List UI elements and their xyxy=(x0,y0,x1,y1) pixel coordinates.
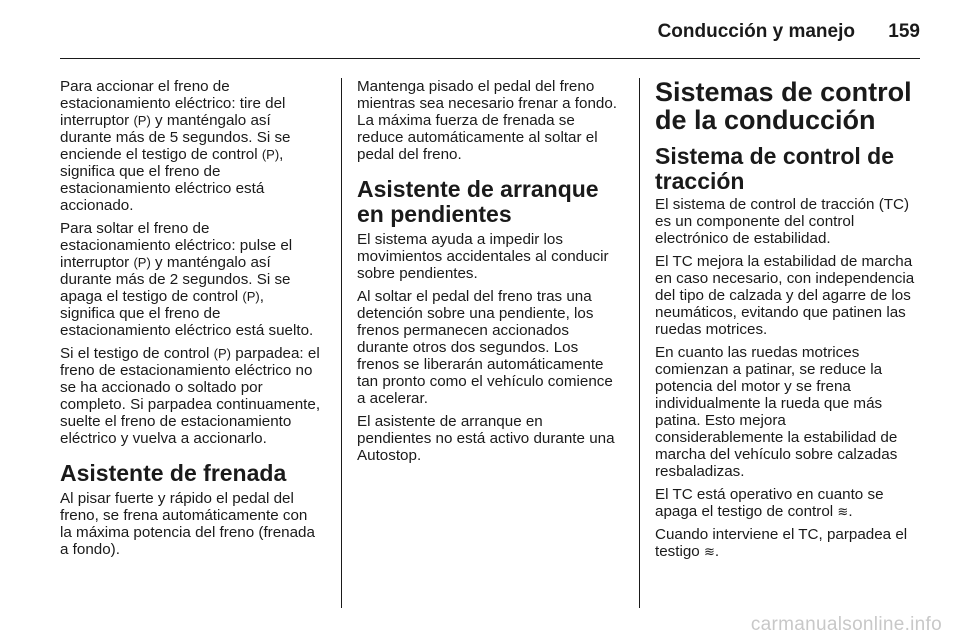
paragraph: Al pisar fuerte y rápido el pedal del freno, se frena automáticamente con la máxima potencia del freno (frenada a fondo). xyxy=(60,490,315,558)
traction-control-icon: ≋ xyxy=(837,504,849,519)
chapter-section-heading: Sistemas de control de la conducción xyxy=(655,77,912,135)
column-divider-2 xyxy=(639,78,640,608)
parking-brake-icon: (P) xyxy=(133,113,151,128)
section-heading: Asistente de frenada xyxy=(60,460,287,486)
watermark: carmanualsonline.info xyxy=(750,614,942,635)
paragraph: En cuanto las ruedas motrices comienzan a patinar, se reduce la potencia del motor y se frena individualmente la rueda que más patina. Esto mejora considerablemente la estabilidad de marcha del vehículo sobre calzadas resbaladizas. xyxy=(655,344,898,480)
column-3 xyxy=(655,78,917,566)
subsection-heading: Sistema de control de tracción xyxy=(655,143,895,194)
parking-brake-icon: (P) xyxy=(261,147,280,162)
header-divider xyxy=(60,58,920,59)
paragraph: Al soltar el pedal del freno tras una detención sobre una pendiente, los frenos permanecen accionados durante otros dos segundos. Los frenos se liberarán automáticamente tan pronto como el vehículo comience a acelerar. xyxy=(357,288,613,407)
paragraph: Cuando interviene el TC, parpadea el testigo ≋. xyxy=(655,526,908,560)
paragraph: El TC mejora la estabilidad de marcha en caso necesario, con independencia del tipo de calzada y del agarre de los neumáticos, evitando que patinen las ruedas motrices. xyxy=(655,253,915,338)
paragraph: Si el testigo de control (P) parpadea: el freno de estacionamiento eléctrico no se ha accionado o soltado por completo. Si parpadea continuamente, suelte el freno de estacionamiento eléctrico y vuelva a accionarlo. xyxy=(60,345,321,447)
paragraph: Para soltar el freno de estacionamiento eléctrico: pulse el interruptor (P) y manténgalo así durante más de 2 segundos. Si se apaga el testigo de control (P), significa que el freno de estacionamiento eléctrico está suelto. xyxy=(60,220,314,339)
page-number: 159 xyxy=(888,21,920,42)
parking-brake-icon: (P) xyxy=(242,289,260,304)
traction-control-icon: ≋ xyxy=(703,544,715,559)
parking-brake-icon: (P) xyxy=(133,255,151,270)
section-heading: Asistente de arranque en pendientes xyxy=(357,176,599,227)
page-header xyxy=(0,0,960,60)
paragraph: El sistema ayuda a impedir los movimientos accidentales al conducir sobre pendientes. xyxy=(357,231,609,282)
paragraph: El sistema de control de tracción (TC) es un componente del control electrónico de estabilidad. xyxy=(655,196,910,247)
column-1 xyxy=(60,78,322,564)
paragraph: Mantenga pisado el pedal del freno mientras sea necesario frenar a fondo. La máxima fuerza de frenada se reduce automáticamente al soltar el pedal del freno. xyxy=(357,78,618,163)
paragraph: El asistente de arranque en pendientes no está activo durante una Autostop. xyxy=(357,413,615,464)
column-2 xyxy=(357,78,619,470)
parking-brake-icon: (P) xyxy=(213,346,232,361)
chapter-title: Conducción y manejo xyxy=(657,21,855,42)
column-divider-1 xyxy=(341,78,342,608)
paragraph: Para accionar el freno de estacionamiento eléctrico: tire del interruptor (P) y manténgalo así durante más de 5 segundos. Si se enciende el testigo de control (P), significa que el freno de estacionamiento eléctrico está accionado. xyxy=(60,78,291,214)
paragraph: El TC está operativo en cuanto se apaga el testigo de control ≋. xyxy=(655,486,884,520)
